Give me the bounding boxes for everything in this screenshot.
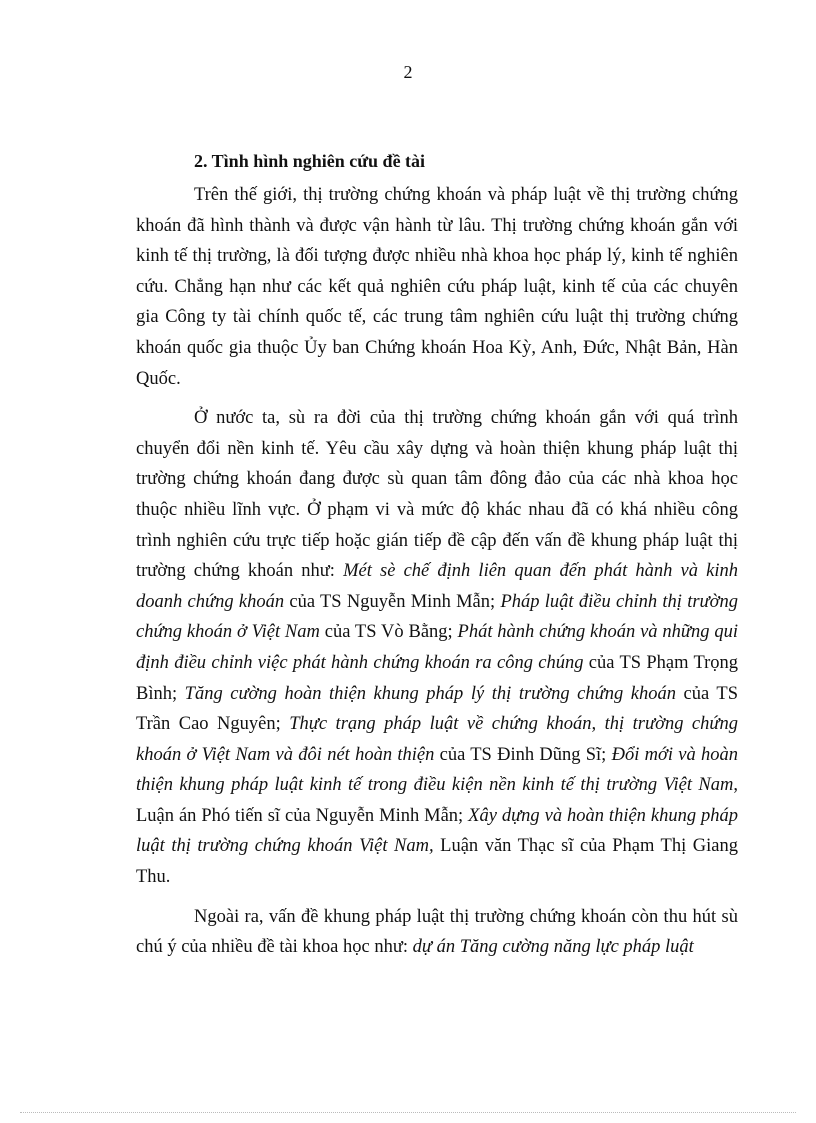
- paragraph-text: của TS Trần Cao Nguyên;: [136, 683, 738, 735]
- paragraph-text: của TS Nguyễn Minh Mẫn;: [284, 591, 501, 612]
- italic-citation: Pháp luật điều chỉnh thị trường chứng khoán ở Việt Nam: [136, 591, 738, 643]
- italic-citation: Thực trạng pháp luật về chứng khoán, thị trường chứng khoán ở Việt Nam và đôi nét hoàn thiện: [136, 714, 738, 765]
- paragraph-text: của TS Đinh Dũng Sĩ;: [434, 744, 612, 765]
- paragraph: [136, 403, 738, 893]
- paragraph-text: Trên thế giới, thị trường chứng khoán và pháp luật về thị trường chứng khoán đã hình thành và được vận hành từ lâu. Thị trường chứng khoán gắn với kinh tế thị trường, là đối tượng được nhiều nhà khoa học pháp lý, kinh tế nghiên cứu. Chẳng hạn như các kết quả nghiên cứu pháp luật, kinh tế của các chuyên gia Công ty tài chính quốc tế, các trung tâm nghiên cứu luật thị trường chứng khoán quốc gia thuộc Ủy ban Chứng khoán Hoa Kỳ, Anh, Đức, Nhật Bản, Hàn Quốc.: [136, 185, 738, 389]
- italic-citation: Phát hành chứng khoán và những qui định điều chỉnh việc phát hành chứng khoán ra công chúng: [136, 622, 738, 673]
- italic-citation: dự án Tăng cường năng lực pháp luật: [412, 937, 694, 958]
- page-bottom-divider: [20, 1112, 796, 1113]
- paragraph-container: [136, 180, 738, 963]
- paragraph-text: của TS Phạm Trọng Bình;: [136, 652, 739, 704]
- paragraph: [136, 180, 738, 394]
- italic-citation: Đổi mới và hoàn thiện khung pháp luật kinh tế trong điều kiện nền kinh tế thị trường Việt Nam: [136, 744, 738, 796]
- italic-citation: Xây dựng và hoàn thiện khung pháp luật thị trường chứng khoán Việt Nam,: [136, 805, 739, 857]
- section-heading: 2. Tình hình nghiên cứu đề tài: [194, 151, 426, 171]
- paragraph: [136, 902, 738, 963]
- page-number: 2: [403, 62, 413, 82]
- paragraph-text: Ở nước ta, sù ra đời của thị trường chứng khoán gắn với quá trình chuyển đổi nền kinh tế. Yêu cầu xây dựng và hoàn thiện khung pháp luật thị trường chứng khoán đang được sù quan tâm đông đảo của các nhà khoa học thuộc nhiều lĩnh vực. Ở phạm vi và mức độ khác nhau đã có khá nhiều công trình nghiên cứu trực tiếp hoặc gián tiếp đề cập đến vấn đề khung pháp luật thị trường chứng khoán như:: [136, 408, 738, 582]
- document-body: [136, 146, 738, 963]
- paragraph-text: của TS Vò Bằng;: [319, 622, 458, 643]
- italic-citation: Tăng cường hoàn thiện khung pháp lý thị trường chứng khoán: [184, 683, 676, 704]
- paragraph-text: Luận văn Thạc sĩ của Phạm Thị Giang Thu.: [136, 836, 738, 888]
- paragraph-text: Ngoài ra, vấn đề khung pháp luật thị trường chứng khoán còn thu hút sù chú ý của nhiều đề tài khoa học như:: [136, 906, 738, 958]
- paragraph-text: , Luận án Phó tiến sĩ của Nguyễn Minh Mẫn;: [136, 775, 738, 826]
- italic-citation: Mét sè chế định liên quan đến phát hành và kinh doanh chứng khoán: [136, 561, 739, 612]
